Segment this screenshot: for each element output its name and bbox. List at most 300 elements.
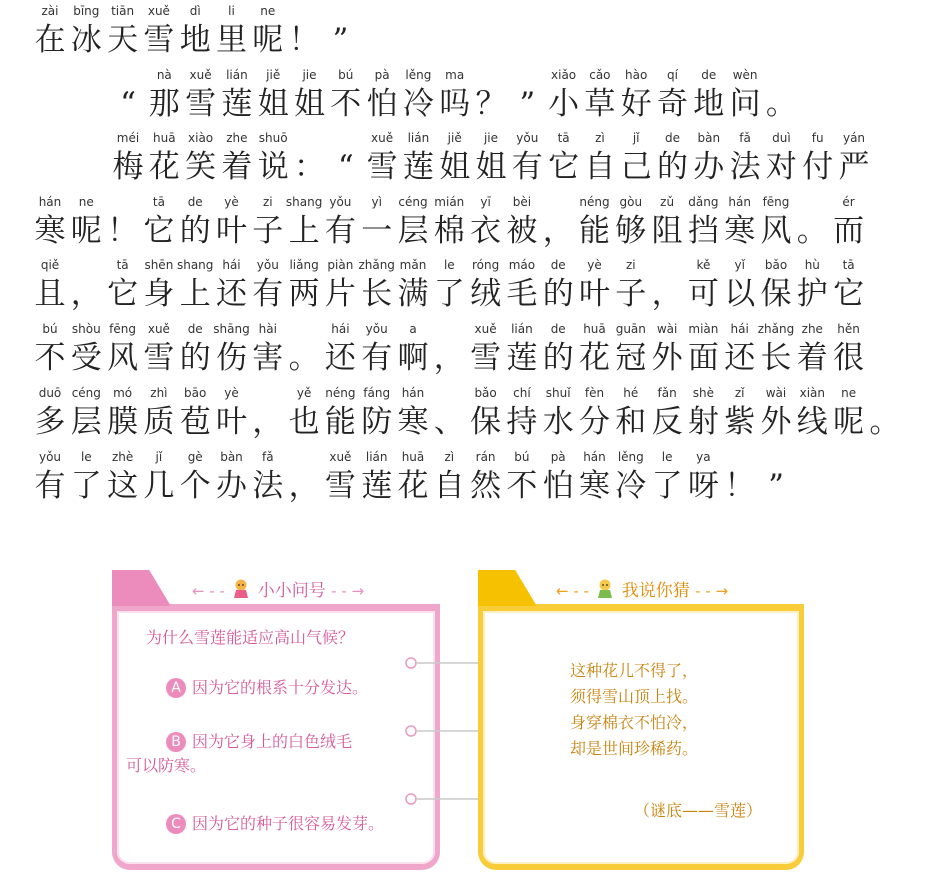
pinyin: xuě (474, 322, 497, 336)
pinyin: de (665, 131, 680, 145)
hanzi: 和 (615, 404, 647, 440)
hanzi: 。 (869, 404, 901, 440)
pinyin: yǒu (256, 258, 279, 272)
hanzi: 面 (687, 340, 719, 376)
riddle-line: 身穿棉衣不怕冷， (570, 713, 699, 732)
pinyin: ma (445, 68, 465, 82)
pinyin: piàn (327, 258, 354, 272)
hanzi: 草 (584, 86, 616, 122)
pinyin: zì (595, 131, 605, 145)
option-letter: B (166, 732, 186, 752)
pinyin: bú (42, 322, 58, 336)
hanzi: 自 (584, 149, 616, 185)
hanzi: 可 (687, 276, 719, 312)
hanzi: 花 (579, 340, 610, 376)
pinyin: ne (260, 4, 276, 18)
hanzi: 上 (179, 276, 211, 312)
riddle-panel (478, 570, 804, 872)
hanzi: ？ (475, 86, 507, 122)
hanzi: 问 (729, 86, 761, 122)
hanzi: 叶 (216, 404, 247, 440)
quiz-option-c[interactable] (166, 812, 384, 836)
hanzi: 着 (221, 149, 253, 185)
hanzi: 被 (506, 213, 538, 249)
pinyin: zhe (801, 322, 823, 336)
pinyin: xuě (189, 68, 212, 82)
pinyin: hái (331, 322, 350, 336)
pinyin: fēng (762, 195, 790, 209)
pinyin: qiě (40, 258, 60, 272)
pinyin: zài (41, 4, 59, 18)
quiz-tab (112, 570, 172, 608)
hanzi: ！ (107, 213, 139, 249)
hanzi: 风 (760, 213, 792, 249)
riddle-line: 须得雪山顶上找。 (570, 687, 699, 706)
pinyin: ya (696, 450, 711, 464)
pinyin: wèn (732, 68, 758, 82)
pinyin: duì (772, 131, 791, 145)
hanzi: 害 (252, 340, 284, 376)
hanzi: 雪 (470, 340, 502, 376)
hanzi: 怕 (542, 468, 574, 504)
hanzi: 的 (542, 276, 574, 312)
kid-mascot-icon (596, 578, 614, 600)
hanzi: 雪 (324, 468, 356, 504)
hanzi: 分 (579, 404, 610, 440)
pinyin: yǐ (734, 258, 745, 272)
arrow-left-icon: ← - - (556, 582, 589, 600)
option-text: 因为它的种子很容易发芽。 (192, 814, 385, 833)
hanzi: 不 (34, 340, 66, 376)
hanzi: 里 (216, 22, 247, 58)
hanzi: 自 (433, 468, 465, 504)
pinyin: liǎng (289, 258, 319, 272)
pinyin: a (409, 322, 417, 336)
pinyin: yǒu (38, 450, 62, 464)
pinyin: hán (583, 450, 606, 464)
pinyin: jie (302, 68, 317, 82)
pinyin: jǐ (632, 131, 640, 145)
pinyin: fēng (109, 322, 137, 336)
hanzi: 了 (433, 276, 465, 312)
pinyin: yè (587, 258, 602, 272)
pinyin: jǐ (155, 450, 163, 464)
hanzi: 层 (70, 404, 102, 440)
riddle-verse (570, 658, 698, 762)
hanzi: 法 (729, 149, 761, 185)
arrow-right-icon: - - → (695, 582, 729, 600)
pinyin: tā (116, 258, 129, 272)
hanzi: 姐 (257, 86, 289, 122)
hanzi: 多 (34, 404, 66, 440)
hanzi: 水 (542, 404, 574, 440)
hanzi: 伤 (216, 340, 247, 376)
hanzi: 冠 (615, 340, 647, 376)
hanzi: 、 (433, 404, 465, 440)
hanzi: 绒 (470, 276, 502, 312)
quiz-option-a[interactable] (166, 676, 368, 700)
pinyin: dǎng (688, 195, 719, 209)
hanzi: ， (252, 404, 284, 440)
hanzi: 衣 (470, 213, 502, 249)
hanzi: 莲 (402, 149, 434, 185)
hanzi: 雪 (143, 22, 175, 58)
hanzi: 的 (179, 340, 211, 376)
hanzi: 呢 (70, 213, 102, 249)
hanzi: 它 (107, 276, 139, 312)
pinyin: néng (579, 195, 610, 209)
hanzi: 护 (796, 276, 828, 312)
kid-mascot-icon (232, 578, 250, 600)
pinyin: bú (514, 450, 530, 464)
pinyin: lěng (405, 68, 432, 82)
pinyin: jiě (266, 68, 281, 82)
pinyin: yè (224, 386, 239, 400)
hanzi: 它 (548, 149, 580, 185)
hanzi: 有 (324, 213, 356, 249)
pinyin: hù (804, 258, 820, 272)
hanzi: 了 (70, 468, 102, 504)
hanzi: 说 (257, 149, 289, 185)
hanzi: 保 (760, 276, 792, 312)
hanzi: 层 (397, 213, 429, 249)
pinyin: lián (407, 131, 430, 145)
pinyin: huā (401, 450, 425, 464)
hanzi: 有 (34, 468, 66, 504)
pinyin: yǒu (365, 322, 388, 336)
pinyin: dì (189, 4, 201, 18)
hanzi: 能 (324, 404, 356, 440)
hanzi: 而 (833, 213, 865, 249)
hanzi: 办 (693, 149, 725, 185)
pinyin: tā (152, 195, 165, 209)
hanzi: 棉 (433, 213, 465, 249)
pinyin: zi (625, 258, 636, 272)
pinyin: tiān (111, 4, 135, 18)
hanzi: 奇 (657, 86, 688, 122)
pinyin: shè (692, 386, 715, 400)
hanzi: 天 (107, 22, 139, 58)
hanzi: 能 (579, 213, 610, 249)
pinyin: ne (841, 386, 857, 400)
hanzi: 几 (143, 468, 175, 504)
hanzi: 挡 (687, 213, 719, 249)
hanzi: 寒 (579, 468, 610, 504)
hanzi: 花 (397, 468, 429, 504)
hanzi: 受 (70, 340, 102, 376)
pinyin: de (550, 258, 566, 272)
hanzi: 够 (615, 213, 647, 249)
pinyin: le (80, 450, 92, 464)
hanzi: 办 (216, 468, 247, 504)
pinyin: fǎ (262, 450, 274, 464)
hanzi: 不 (330, 86, 362, 122)
pinyin: le (443, 258, 455, 272)
pinyin: qí (667, 68, 678, 82)
option-text-continued: 可以防寒。 (126, 756, 207, 775)
pinyin: hái (730, 322, 749, 336)
hanzi: 了 (651, 468, 683, 504)
option-text: 因为它身上的白色绒毛 (192, 732, 353, 751)
hanzi: 上 (288, 213, 320, 249)
quiz-header (192, 576, 364, 601)
hanzi: 的 (179, 213, 211, 249)
pinyin: zì (444, 450, 455, 464)
pinyin: xuě (147, 4, 170, 18)
hanzi: 毛 (506, 276, 538, 312)
pinyin: yè (224, 195, 239, 209)
pinyin: xiàn (799, 386, 825, 400)
pinyin: nà (156, 68, 172, 82)
arrow-left-icon: ← - - (192, 582, 225, 600)
hanzi: 这 (107, 468, 139, 504)
pinyin: zhè (111, 450, 134, 464)
hanzi: 。 (765, 86, 797, 122)
hanzi: 雪 (366, 149, 398, 185)
hanzi: ” (332, 22, 349, 58)
hanzi: 地 (179, 22, 211, 58)
hanzi: ！ (288, 22, 320, 58)
pinyin: fǎ (739, 131, 751, 145)
pinyin: shuō (258, 131, 288, 145)
riddle-header (556, 576, 728, 601)
hanzi: 啊 (397, 340, 429, 376)
hanzi: 笑 (185, 149, 217, 185)
hanzi: 还 (724, 340, 756, 376)
pinyin: tā (842, 258, 855, 272)
hanzi: 吗 (439, 86, 471, 122)
arrow-right-icon: - - → (331, 582, 365, 600)
hanzi: 冷 (615, 468, 647, 504)
hanzi: 寒 (724, 213, 756, 249)
hanzi: 叶 (216, 213, 247, 249)
pinyin: bǎo (474, 386, 497, 400)
hanzi: 莲 (506, 340, 538, 376)
pinyin: méi (116, 131, 140, 145)
hanzi: ， (542, 213, 574, 249)
pinyin: hé (623, 386, 639, 400)
hanzi: 地 (693, 86, 725, 122)
hanzi: 射 (687, 404, 719, 440)
hanzi: 阻 (651, 213, 683, 249)
pinyin: mǎn (399, 258, 427, 272)
hanzi: 的 (657, 149, 688, 185)
hanzi: 反 (651, 404, 683, 440)
pinyin: jie (483, 131, 499, 145)
hanzi: ！ (724, 468, 756, 504)
pinyin: céng (398, 195, 428, 209)
hanzi: 寒 (34, 213, 66, 249)
pinyin: wài (656, 322, 678, 336)
pinyin: zhǎng (757, 322, 795, 336)
hanzi: 冰 (70, 22, 102, 58)
pinyin: yì (371, 195, 382, 209)
quiz-option-b[interactable] (126, 730, 416, 778)
pinyin: shēn (144, 258, 174, 272)
hanzi: 片 (324, 276, 356, 312)
pinyin: yě (296, 386, 312, 400)
hanzi: 质 (143, 404, 175, 440)
hanzi: 姐 (439, 149, 471, 185)
hanzi: 子 (615, 276, 647, 312)
riddle-title: 我说你猜 (621, 581, 690, 601)
hanzi: 个 (179, 468, 211, 504)
pinyin: róng (471, 258, 500, 272)
pinyin: rán (475, 450, 496, 464)
quiz-title: 小小问号 (257, 581, 326, 601)
hanzi: 身 (143, 276, 175, 312)
pinyin: lián (226, 68, 248, 82)
pinyin: bīng (73, 4, 100, 18)
hanzi: 不 (506, 468, 538, 504)
pinyin: fèn (584, 386, 605, 400)
hanzi: 线 (796, 404, 828, 440)
hanzi: 还 (216, 276, 247, 312)
hanzi: “ (120, 86, 136, 122)
hanzi: 然 (470, 468, 502, 504)
riddle-line: 却是世间珍稀药。 (570, 739, 699, 758)
hanzi: 呀 (687, 468, 719, 504)
hanzi: 防 (361, 404, 393, 440)
pinyin: bāo (184, 386, 207, 400)
pinyin: xiào (188, 131, 214, 145)
option-letter: C (166, 814, 186, 834)
pinyin: miàn (688, 322, 719, 336)
pinyin: de (550, 322, 566, 336)
hanzi: ” (519, 86, 536, 122)
pinyin: hán (401, 386, 425, 400)
hanzi: 紫 (724, 404, 756, 440)
pinyin: de (701, 68, 717, 82)
pinyin: huā (153, 131, 176, 145)
pinyin: pà (550, 450, 566, 464)
pinyin: hán (38, 195, 62, 209)
pinyin: bàn (220, 450, 243, 464)
pinyin: fǎn (657, 386, 677, 400)
pinyin: xuě (329, 450, 352, 464)
hanzi: ： (294, 149, 325, 185)
riddle-tab (478, 570, 538, 608)
quiz-question: 为什么雪莲能适应高山气候？ (146, 628, 355, 647)
hanzi: 风 (107, 340, 139, 376)
pinyin: mó (113, 386, 133, 400)
pinyin: de (187, 322, 203, 336)
pinyin: pà (374, 68, 390, 82)
pinyin: lián (511, 322, 533, 336)
pinyin: zǔ (660, 195, 675, 209)
hanzi: 也 (288, 404, 320, 440)
hanzi: 在 (34, 22, 66, 58)
hanzi: 好 (620, 86, 652, 122)
pinyin: yǒu (329, 195, 352, 209)
hanzi: 那 (148, 86, 180, 122)
hanzi: 严 (838, 149, 870, 185)
pinyin: shang (176, 258, 214, 272)
hanzi: 长 (361, 276, 393, 312)
pinyin: jiě (447, 131, 462, 145)
hanzi: 以 (724, 276, 756, 312)
pinyin: gòu (619, 195, 643, 209)
pinyin: cǎo (589, 68, 611, 82)
pinyin: yán (842, 131, 866, 145)
quiz-panel (112, 570, 440, 872)
pinyin: shuǐ (545, 386, 571, 400)
pinyin: xiǎo (551, 68, 577, 82)
hanzi: 满 (397, 276, 429, 312)
hanzi: 长 (760, 340, 792, 376)
pinyin: zhe (226, 131, 248, 145)
pinyin: shāng (213, 322, 250, 336)
hanzi: 梅 (112, 149, 144, 185)
pinyin: duō (38, 386, 62, 400)
pinyin: chí (513, 386, 531, 400)
pinyin: mián (434, 195, 465, 209)
pinyin: tā (557, 131, 570, 145)
hanzi: 莲 (361, 468, 393, 504)
pinyin: zhǎng (358, 258, 395, 272)
hanzi: 它 (143, 213, 175, 249)
hanzi: 有 (511, 149, 543, 185)
hanzi: 雪 (185, 86, 217, 122)
riddle-answer: （谜底——雪莲） (634, 801, 763, 820)
hanzi: 还 (324, 340, 356, 376)
pinyin: ne (78, 195, 94, 209)
pinyin: zhì (150, 386, 168, 400)
pinyin: ér (842, 195, 855, 209)
hanzi: 很 (833, 340, 865, 376)
pinyin: le (661, 450, 673, 464)
hanzi: 莲 (221, 86, 253, 122)
pinyin: de (187, 195, 203, 209)
hanzi: ” (768, 468, 784, 504)
pinyin: bàn (697, 131, 721, 145)
hanzi: ， (70, 276, 102, 312)
hanzi: 呢 (833, 404, 865, 440)
pinyin: bèi (512, 195, 532, 209)
pinyin: gè (187, 450, 203, 464)
pinyin: huā (583, 322, 606, 336)
hanzi: 。 (796, 213, 828, 249)
hanzi: 保 (470, 404, 502, 440)
hanzi: 着 (796, 340, 828, 376)
pinyin: li (228, 4, 235, 18)
pinyin: fu (811, 131, 824, 145)
pinyin: yǒu (516, 131, 539, 145)
pinyin: hào (625, 68, 648, 82)
hanzi: 冷 (402, 86, 434, 122)
hanzi: 两 (288, 276, 320, 312)
hanzi: 有 (252, 276, 284, 312)
hanzi: 寒 (397, 404, 429, 440)
pinyin: shang (285, 195, 323, 209)
option-letter: A (166, 678, 186, 698)
hanzi: 怕 (366, 86, 398, 122)
hanzi: 小 (548, 86, 580, 122)
hanzi: 苞 (179, 404, 211, 440)
pinyin: hěn (837, 322, 860, 336)
pinyin: bǎo (764, 258, 788, 272)
pinyin: lián (365, 450, 388, 464)
pinyin: xuě (371, 131, 394, 145)
pinyin: hái (222, 258, 241, 272)
pinyin: néng (325, 386, 356, 400)
pinyin: zǐ (734, 386, 745, 400)
pinyin: lěng (617, 450, 644, 464)
hanzi: ， (433, 340, 465, 376)
hanzi: 花 (148, 149, 180, 185)
hanzi: ， (288, 468, 320, 504)
hanzi: 己 (620, 149, 652, 185)
